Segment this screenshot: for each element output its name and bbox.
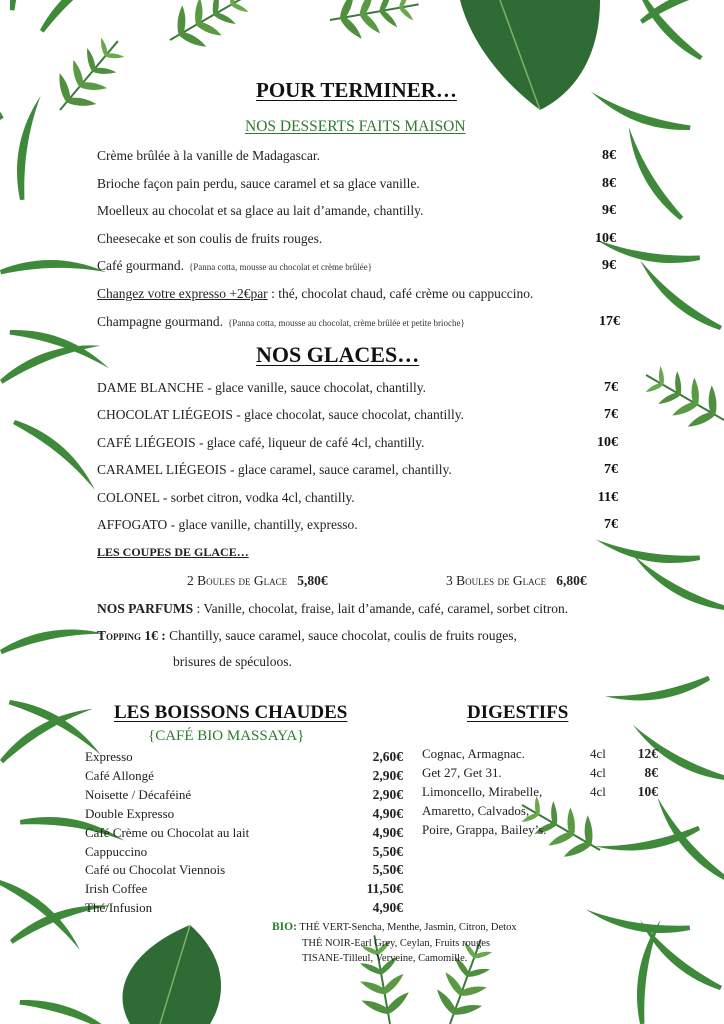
hot-drink-row: Café ou Chocolat Viennois 5,50€ xyxy=(85,862,403,878)
dessert-item: Cheesecake et son coulis de fruits rouges. xyxy=(97,231,323,246)
dessert-price: 17€ xyxy=(599,314,620,329)
hot-drink-row: Café Crème ou Chocolat au lait 4,90€ xyxy=(85,824,403,840)
espresso-upgrade-line: Changez votre expresso +2€par : thé, chocolat chaud, café crème ou cappuccino. xyxy=(97,286,534,301)
dessert-note: {Panna cotta, mousse au chocolat, crème brûlée et petite brioche} xyxy=(227,318,465,328)
hot-drinks-subtitle: {CAFÉ BIO MASSAYA} xyxy=(148,728,305,744)
hot-drinks-title: LES BOISSONS CHAUDES xyxy=(114,702,348,723)
parfums-line: NOS PARFUMS : Vanille, chocolat, fraise, lait d’amande, café, caramel, sorbet citron. xyxy=(97,601,569,616)
ice-price: 7€ xyxy=(604,462,618,477)
hot-drink-row: Cappuccino 5,50€ xyxy=(85,843,403,859)
dessert-section-subtitle: NOS DESSERTS FAITS MAISON xyxy=(245,118,466,135)
dessert-item: Brioche façon pain perdu, sauce caramel et sa glace vanille. xyxy=(97,176,420,191)
hot-drinks-list xyxy=(85,748,403,918)
digestif-row: Limoncello, Mirabelle, 4cl 10€ xyxy=(422,783,658,799)
digestifs-list xyxy=(422,745,658,840)
dessert-price: 8€ xyxy=(602,176,616,191)
ice-price: 7€ xyxy=(604,517,618,532)
dessert-price: 9€ xyxy=(602,203,616,218)
topping-line-2: brisures de spéculoos. xyxy=(173,654,292,669)
hot-drink-row: Café Allongé 2,90€ xyxy=(85,767,403,783)
dessert-price: 8€ xyxy=(602,148,616,163)
ice-item: CAFÉ LIÉGEOIS - glace café, liqueur de café 4cl, chantilly. xyxy=(97,435,425,450)
dessert-item: Café gourmand. {Panna cotta, mousse au chocolat et crème brûlée} xyxy=(97,258,373,273)
coupe-option: 3 Boules de Glace 6,80€ xyxy=(446,573,587,588)
ice-section-title: NOS GLACES… xyxy=(256,342,420,367)
ice-item: COLONEL - sorbet citron, vodka 4cl, chantilly. xyxy=(97,490,355,505)
hot-drink-row: Expresso 2,60€ xyxy=(85,749,403,764)
espresso-upgrade-label: Changez votre expresso +2€par xyxy=(97,286,268,301)
dessert-note: {Panna cotta, mousse au chocolat et crème brûlée} xyxy=(188,262,373,272)
digestif-row: Amaretto, Calvados, xyxy=(422,802,530,818)
digestif-row: Get 27, Get 31. 4cl 8€ xyxy=(422,764,658,780)
digestif-row: Cognac, Armagnac. 4cl 12€ xyxy=(422,746,658,761)
dessert-section-title: POUR TERMINER… xyxy=(256,78,457,102)
ice-item: CARAMEL LIÉGEOIS - glace caramel, sauce caramel, chantilly. xyxy=(97,462,452,477)
digestifs-title: DIGESTIFS xyxy=(467,702,569,723)
coupe-option: 2 Boules de Glace 5,80€ xyxy=(187,573,328,588)
topping-line: Topping 1€ : Chantilly, sauce caramel, sauce chocolat, coulis de fruits rouges, xyxy=(97,628,517,643)
hot-drink-row: Double Expresso 4,90€ xyxy=(85,805,403,821)
coupes-title: LES COUPES DE GLACE… xyxy=(97,545,249,559)
ice-item: AFFOGATO - glace vanille, chantilly, expresso. xyxy=(97,517,358,532)
dessert-price: 9€ xyxy=(602,258,616,273)
dessert-item: Moelleux au chocolat et sa glace au lait d’amande, chantilly. xyxy=(97,203,424,218)
ice-price: 7€ xyxy=(604,407,618,422)
hot-drink-row: Irish Coffee 11,50€ xyxy=(85,881,403,897)
dessert-item: Crème brûlée à la vanille de Madagascar. xyxy=(97,148,321,163)
bio-tea-list: BIO: THÉ VERT-Sencha, Menthe, Jasmin, Citron, Detox THÉ NOIR-Earl Grey, Ceylan, Fruits rouges TISANE-Tilleul, Verveine, Camomille. xyxy=(272,921,517,964)
ice-item: CHOCOLAT LIÉGEOIS - glace chocolat, sauce chocolat, chantilly. xyxy=(97,407,465,422)
dessert-item: Champagne gourmand. {Panna cotta, mousse au chocolat, crème brûlée et petite brioche} xyxy=(97,314,465,329)
digestif-row: Poire, Grappa, Bailey’s. xyxy=(422,821,547,837)
ice-price: 10€ xyxy=(597,435,618,450)
dessert-price: 10€ xyxy=(595,231,616,246)
ice-item: DAME BLANCHE - glace vanille, sauce chocolat, chantilly. xyxy=(97,380,427,395)
hot-drink-row: Noisette / Décaféiné 2,90€ xyxy=(85,786,403,802)
ice-price: 7€ xyxy=(604,380,618,395)
ice-price: 11€ xyxy=(597,490,618,505)
hot-drink-row: Thé/Infusion 4,90€ xyxy=(85,900,403,916)
bio-label: BIO: xyxy=(272,921,297,933)
